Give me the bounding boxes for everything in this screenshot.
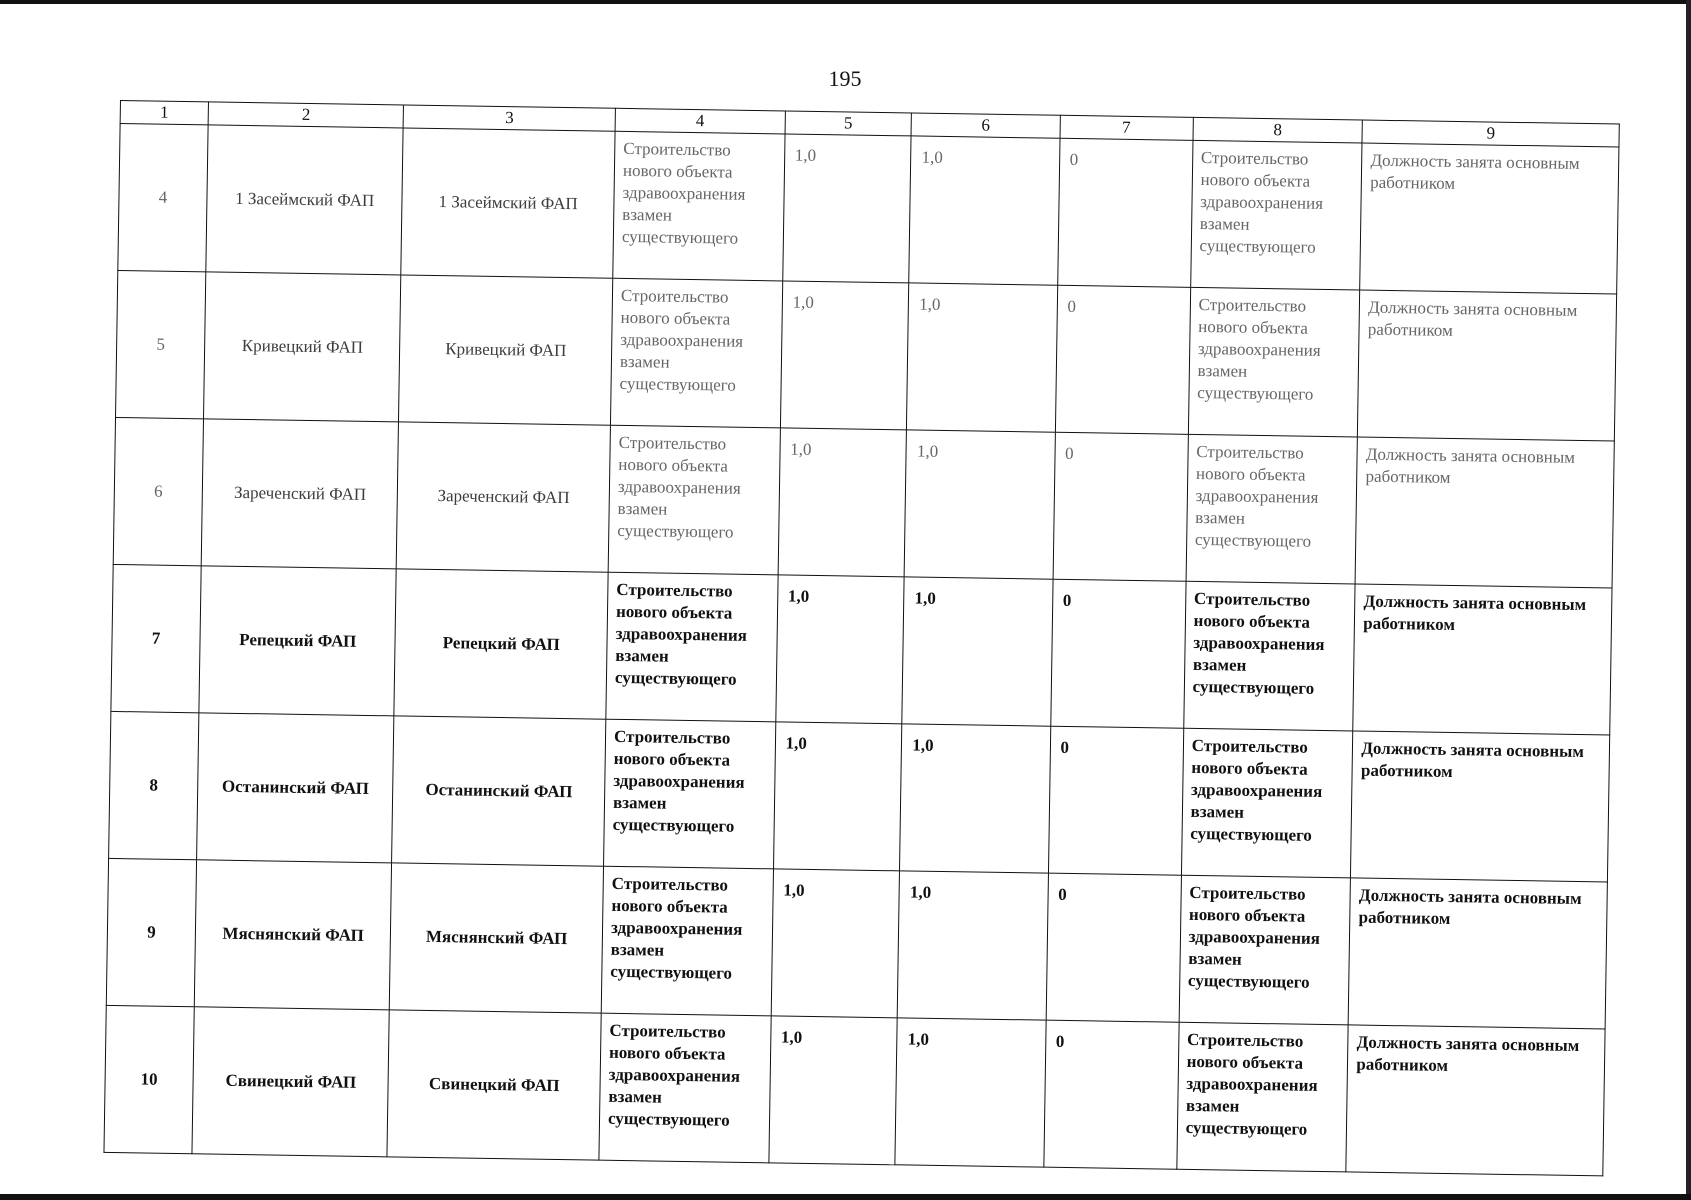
- column-header: 3: [404, 105, 616, 131]
- value-cell: 1,0: [780, 281, 909, 430]
- value-cell: 0: [1048, 726, 1183, 875]
- table-row: [111, 565, 1612, 736]
- value-cell: 1,0: [895, 1018, 1045, 1167]
- column-header: 7: [1060, 115, 1193, 140]
- value-cell: 1,0: [907, 283, 1057, 432]
- column-header: 1: [120, 101, 208, 125]
- scan-border-top: [0, 0, 1691, 4]
- position-status-cell: Должность занята основным работником: [1358, 290, 1617, 441]
- facility-name-cell: Зареченский ФАП: [397, 422, 611, 572]
- value-cell: 1,0: [773, 722, 902, 871]
- facility-name-cell: Репецкий ФАП: [394, 569, 608, 719]
- facility-name-cell: Кривецкий ФАП: [399, 275, 613, 425]
- table-row: [118, 124, 1619, 295]
- action-cell: Строительство нового объекта здравоохранения взамен существующего: [1181, 728, 1353, 878]
- facility-name-cell: Мяснянский ФАП: [194, 860, 392, 1010]
- action-cell: Строительство нового объекта здравоохранения взамен существующего: [1183, 581, 1355, 731]
- position-status-cell: Должность занята основным работником: [1346, 1025, 1605, 1176]
- planned-action-cell: Строительство нового объекта здравоохранения взамен существующего: [610, 278, 782, 428]
- action-cell: Строительство нового объекта здравоохранения взамен существующего: [1179, 875, 1351, 1025]
- table-row: [113, 418, 1614, 589]
- column-header: 6: [911, 113, 1060, 138]
- row-number-cell: 10: [104, 1005, 194, 1153]
- value-cell: 0: [1046, 873, 1181, 1022]
- page-number: 195: [828, 66, 862, 91]
- facility-name-cell: Останинский ФАП: [197, 713, 395, 863]
- position-status-cell: Должность занята основным работником: [1351, 731, 1610, 882]
- column-header: 9: [1362, 120, 1619, 147]
- value-cell: 1,0: [778, 428, 907, 577]
- facility-name-cell: Свинецкий ФАП: [192, 1007, 390, 1157]
- row-number-cell: 4: [118, 124, 208, 272]
- row-number-cell: 5: [116, 271, 206, 419]
- table-row: [104, 1005, 1605, 1176]
- value-cell: 0: [1055, 285, 1190, 434]
- action-cell: Строительство нового объекта здравоохранения взамен существующего: [1190, 140, 1362, 290]
- row-number-cell: 8: [109, 712, 199, 860]
- planned-action-cell: Строительство нового объекта здравоохранения взамен существующего: [613, 131, 785, 281]
- value-cell: 1,0: [909, 136, 1059, 285]
- value-cell: 1,0: [775, 575, 904, 724]
- facility-name-cell: Кривецкий ФАП: [204, 272, 402, 422]
- planned-action-cell: Строительство нового объекта здравоохранения взамен существующего: [606, 572, 778, 722]
- value-cell: 1,0: [769, 1016, 898, 1165]
- value-cell: 1,0: [904, 430, 1054, 579]
- position-status-cell: Должность занята основным работником: [1360, 143, 1619, 294]
- scan-border-right: [1686, 0, 1691, 1200]
- column-header: 5: [785, 111, 912, 136]
- planned-action-cell: Строительство нового объекта здравоохранения взамен существующего: [608, 425, 780, 575]
- action-cell: Строительство нового объекта здравоохранения взамен существующего: [1188, 287, 1360, 437]
- position-status-cell: Должность занята основным работником: [1355, 437, 1614, 588]
- value-cell: 0: [1053, 432, 1188, 581]
- value-cell: 0: [1043, 1020, 1178, 1169]
- planned-action-cell: Строительство нового объекта здравоохранения взамен существующего: [604, 719, 776, 869]
- facility-name-cell: Зареченский ФАП: [201, 419, 399, 569]
- action-cell: Строительство нового объекта здравоохранения взамен существующего: [1186, 434, 1358, 584]
- table-row: [116, 271, 1617, 442]
- column-header: 2: [208, 102, 404, 128]
- column-header: 8: [1193, 117, 1363, 143]
- column-header: 4: [615, 108, 785, 134]
- table-row: [106, 859, 1607, 1030]
- value-cell: 0: [1050, 579, 1185, 728]
- planned-action-cell: Строительство нового объекта здравоохранения взамен существующего: [601, 866, 773, 1016]
- value-cell: 1,0: [782, 134, 911, 283]
- table-row: [109, 712, 1610, 883]
- value-cell: 1,0: [902, 577, 1052, 726]
- planned-action-cell: Строительство нового объекта здравоохранения взамен существующего: [599, 1013, 771, 1163]
- position-status-cell: Должность занята основным работником: [1348, 878, 1607, 1029]
- value-cell: 1,0: [900, 724, 1050, 873]
- document-table: [103, 100, 1619, 1177]
- row-number-cell: 6: [113, 418, 203, 566]
- facility-name-cell: 1 Засеймский ФАП: [206, 125, 404, 275]
- position-status-cell: Должность занята основным работником: [1353, 584, 1612, 735]
- facility-name-cell: Репецкий ФАП: [199, 566, 397, 716]
- scan-border-bottom: [0, 1194, 1691, 1200]
- action-cell: Строительство нового объекта здравоохранения взамен существующего: [1177, 1022, 1349, 1172]
- value-cell: 1,0: [771, 869, 900, 1018]
- facility-name-cell: Свинецкий ФАП: [387, 1010, 601, 1160]
- row-number-cell: 7: [111, 565, 201, 713]
- facility-name-cell: Останинский ФАП: [392, 716, 606, 866]
- row-number-cell: 9: [106, 859, 196, 1007]
- facility-name-cell: Мяснянский ФАП: [390, 863, 604, 1013]
- value-cell: 1,0: [898, 871, 1048, 1020]
- value-cell: 0: [1057, 138, 1192, 287]
- facility-name-cell: 1 Засеймский ФАП: [401, 128, 615, 278]
